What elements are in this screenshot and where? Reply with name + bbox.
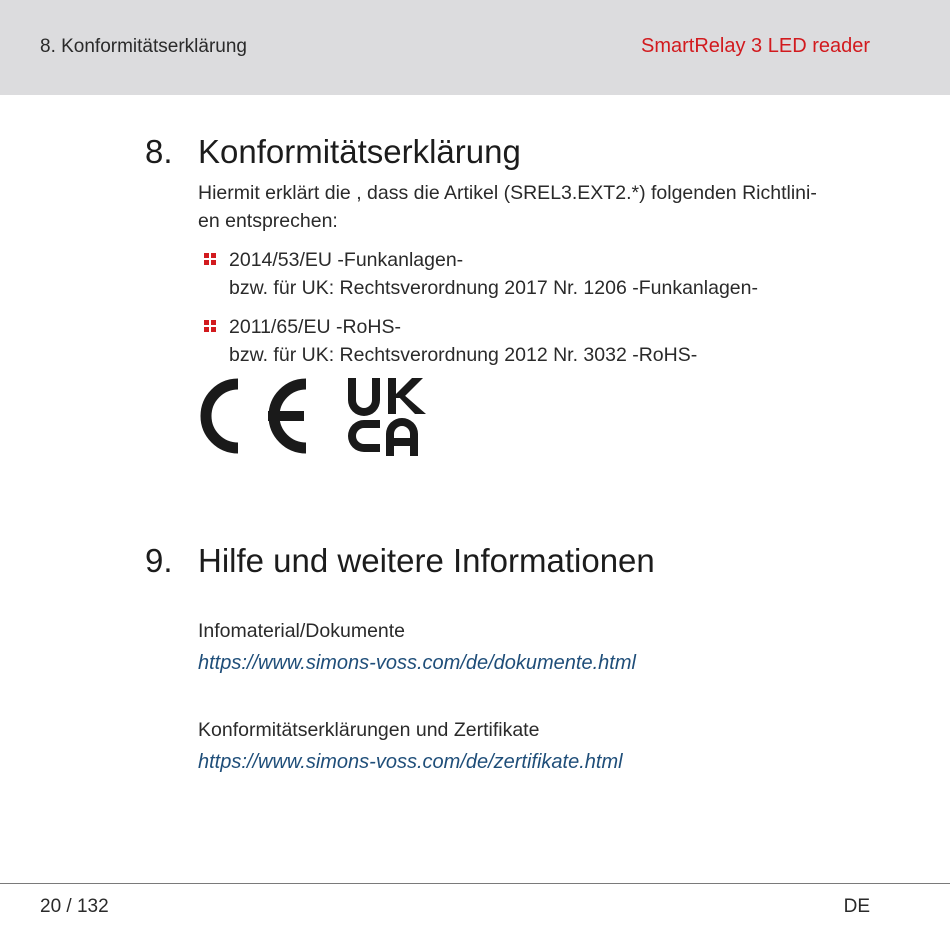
- intro-line-2: en entsprechen:: [198, 210, 338, 232]
- list-item-line-1: 2014/53/EU -Funkanlagen-: [229, 249, 464, 271]
- section-8-heading: [145, 133, 521, 171]
- section-8-intro: [198, 179, 870, 235]
- list-item-line-2: bzw. für UK: Rechtsverordnung 2012 Nr. 3032 -RoHS-: [229, 344, 698, 366]
- intro-line-1: Hiermit erklärt die , dass die Artikel (SREL3.EXT2.*) folgenden Richtlini-: [198, 182, 817, 204]
- section-8-number: 8.: [145, 133, 173, 170]
- red-square-bullet-icon: [204, 320, 216, 332]
- documents-link[interactable]: https://www.simons-voss.com/de/dokumente.html: [198, 652, 636, 674]
- header-product-name: SmartRelay 3 LED reader: [641, 35, 870, 57]
- certificates-label: Konformitätserklärungen und Zertifikate: [198, 719, 540, 741]
- certificates-link[interactable]: https://www.simons-voss.com/de/zertifikate.html: [198, 751, 623, 773]
- red-square-bullet-icon: [204, 253, 216, 265]
- section-9-title: Hilfe und weitere Informationen: [198, 542, 655, 579]
- language-code: DE: [843, 896, 870, 917]
- conformity-marks: [198, 376, 438, 465]
- ce-mark-c: [206, 384, 238, 448]
- list-item-line-1: 2011/65/EU -RoHS-: [229, 316, 401, 338]
- ukca-mark: [348, 378, 426, 456]
- section-9-heading: [145, 542, 655, 580]
- ce-ukca-marks-icon: [198, 376, 438, 460]
- page-number: 20 / 132: [40, 896, 109, 917]
- page-header: [0, 0, 950, 95]
- section-9-number: 9.: [145, 542, 173, 579]
- section-8-title: Konformitätserklärung: [198, 133, 521, 170]
- header-section-title: 8. Konformitätserklärung: [40, 36, 247, 57]
- list-item: [198, 313, 870, 369]
- list-item-line-2: bzw. für UK: Rechtsverordnung 2017 Nr. 1206 -Funkanlagen-: [229, 277, 758, 299]
- documents-label: Infomaterial/Dokumente: [198, 620, 406, 642]
- list-item: [198, 246, 870, 302]
- footer-divider: [0, 883, 950, 884]
